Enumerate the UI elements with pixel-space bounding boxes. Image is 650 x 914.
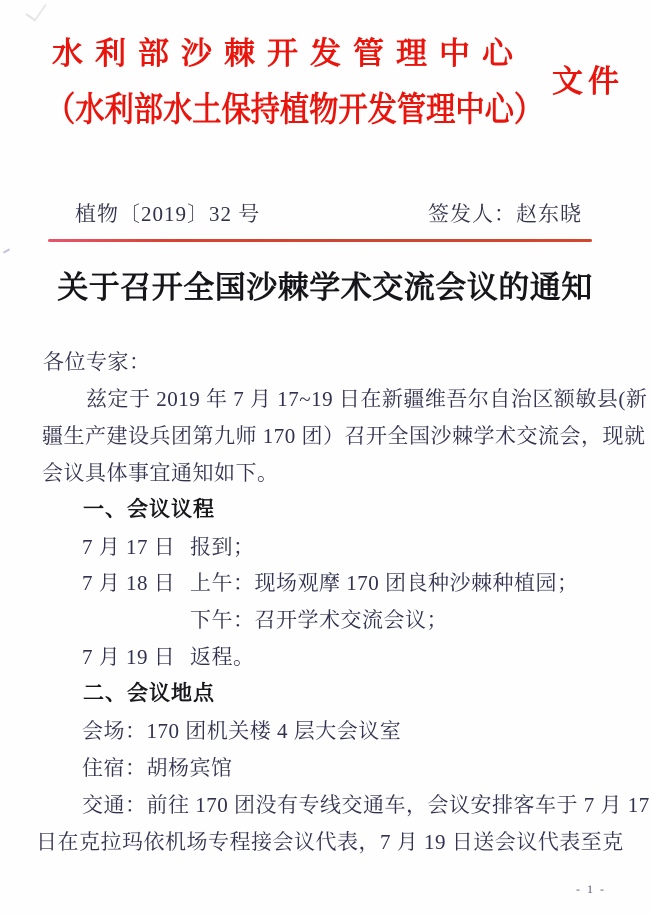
transport-line: 日在克拉玛依机场专程接会议代表，7 月 19 日送会议代表至克 — [36, 829, 624, 854]
lodging-line: 住宿：胡杨宾馆 — [82, 755, 233, 780]
issuing-org-name: 水利部沙棘开发管理中心 — [52, 36, 525, 71]
paragraph-line: 兹定于 2019 年 7 月 17~19 日在新疆维吾尔自治区额敏县(新 — [86, 386, 648, 411]
agenda-text: 返程。 — [190, 645, 255, 670]
agenda-row — [82, 565, 650, 602]
transport-line: 交通：前往 170 团没有专线交通车，会议安排客车于 7 月 17 — [82, 792, 650, 817]
section-heading-location: 二、会议地点 — [83, 682, 215, 706]
agenda-row — [82, 529, 650, 566]
agenda-date — [82, 602, 190, 639]
document-title: 关于召开全国沙棘学术交流会议的通知 — [57, 270, 593, 305]
document-meta-row — [0, 198, 650, 224]
agenda-date: 7 月 19 日 — [82, 645, 176, 670]
paragraph-line: 疆生产建设兵团第九师 170 团）召开全国沙棘学术交流会，现就 — [42, 423, 646, 448]
paragraph-line: 会议具体事宜通知如下。 — [42, 460, 279, 485]
agenda-date: 7 月 18 日 — [82, 571, 176, 596]
document-type-label: 文件 — [552, 64, 624, 99]
agenda-date: 7 月 17 日 — [82, 534, 176, 559]
agenda-text: 报到； — [190, 534, 255, 559]
page-number: - 1 - — [576, 882, 606, 896]
scan-artifact-tick — [3, 248, 10, 253]
document-number: 植物〔2019〕32 号 — [75, 202, 261, 226]
document-body — [0, 344, 650, 861]
issuing-org-alt-name: （水利部水土保持植物开发管理中心） — [46, 92, 544, 129]
agenda-row — [82, 602, 650, 639]
scan-artifact-checkmark — [25, 0, 46, 22]
signer-name: 签发人：赵东晓 — [428, 202, 582, 226]
red-separator-line — [48, 239, 592, 242]
agenda-text: 下午：召开学术交流会议； — [190, 608, 448, 633]
salutation-line: 各位专家： — [43, 350, 151, 374]
agenda-text: 上午：现场观摩 170 团良种沙棘种植园； — [190, 571, 579, 596]
agenda-row — [82, 639, 650, 676]
section-heading-agenda: 一、会议议程 — [83, 497, 215, 521]
venue-line: 会场：170 团机关楼 4 层大会议室 — [82, 719, 402, 744]
